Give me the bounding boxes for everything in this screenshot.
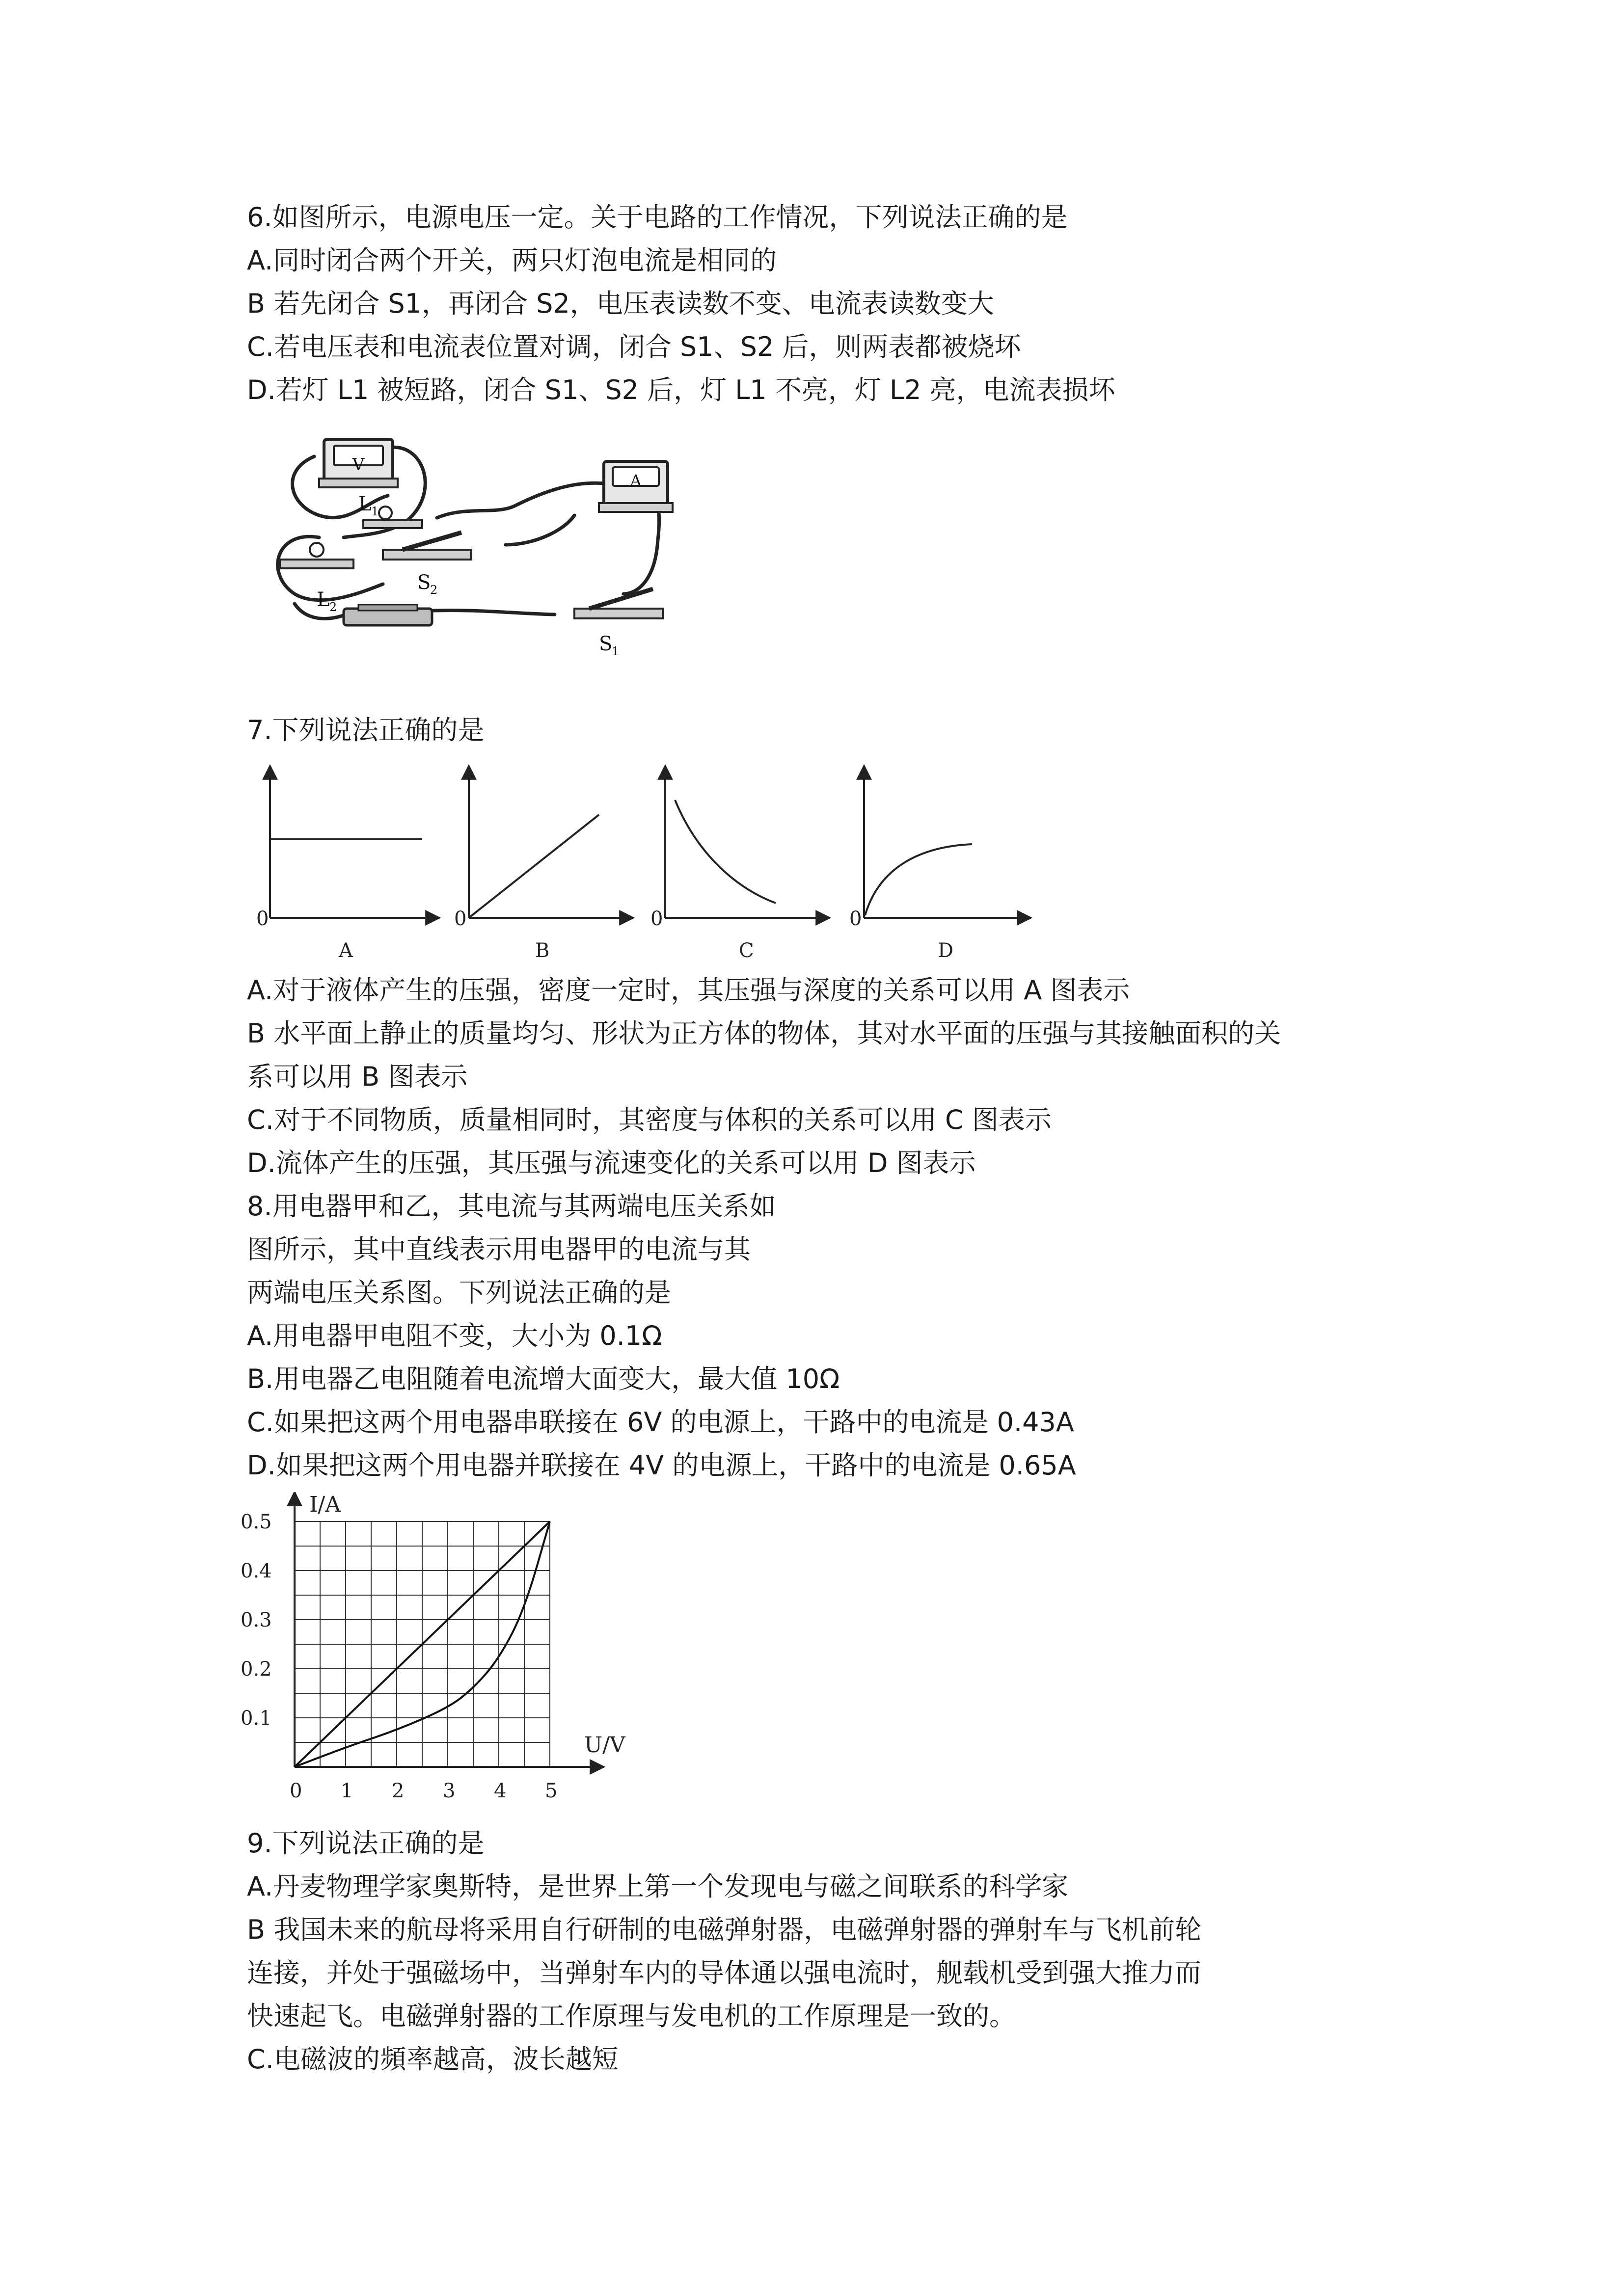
switch-s1-label: S [599, 633, 613, 655]
graph-d-label: D [938, 939, 954, 962]
graph-c-origin: 0 [650, 908, 663, 930]
x-tick-label: 4 [494, 1780, 507, 1802]
switch-s2-label: S [417, 571, 431, 594]
q7-option-b: B 水平面上静止的质量均匀、形状为正方体的物体，其对水平面的压强与其接触面积的关 [247, 1018, 1281, 1049]
graph-c-label: C [739, 939, 754, 962]
lamp-l2-label: L [317, 588, 330, 611]
q7-option-b-cont: 系可以用 B 图表示 [247, 1061, 468, 1092]
x-tick-label: 3 [443, 1780, 456, 1802]
graph-b [454, 766, 633, 962]
q8-option-a: A.用电器甲电阻不变，大小为 0.1Ω [247, 1320, 662, 1351]
y-tick-label: 0.2 [241, 1658, 272, 1681]
switch-s2-sub: 2 [430, 583, 438, 597]
graph-b-origin: 0 [454, 908, 467, 930]
graph-c-curve [675, 800, 776, 903]
ammeter-icon [599, 461, 673, 512]
switch-s1-sub: 1 [612, 644, 620, 658]
lamp-l1-icon [358, 493, 422, 528]
voltmeter-icon [319, 439, 398, 487]
graph-d-origin: 0 [849, 908, 862, 930]
q8-stem-1: 8.用电器甲和乙，其电流与其两端电压关系如 [247, 1191, 776, 1222]
lamp-l2-icon [280, 543, 353, 614]
lamp-l1-sub: 1 [371, 505, 379, 518]
circuit-figure [260, 432, 697, 677]
q7-stem: 7.下列说法正确的是 [247, 715, 485, 746]
y-tick-label: 0.4 [241, 1560, 272, 1582]
graph-a-label: A [339, 939, 353, 962]
x-tick-label: 5 [545, 1780, 558, 1802]
ammeter-label: A [630, 471, 642, 490]
q9-option-b: B 我国未来的航母将采用自行研制的电磁弹射器，电磁弹射器的弹射车与飞机前轮 [247, 1914, 1202, 1945]
graph-d-curve [865, 844, 972, 915]
iu-chart [236, 1492, 677, 1811]
q9-option-a: A.丹麦物理学家奥斯特，是世界上第一个发现电与磁之间联系的科学家 [247, 1871, 1069, 1902]
x-tick-label: 1 [341, 1780, 353, 1802]
q8-option-c: C.如果把这两个用电器串联接在 6V 的电源上，干路中的电流是 0.43A [247, 1407, 1074, 1438]
q6-option-a: A.同时闭合两个开关，两只灯泡电流是相同的 [247, 245, 777, 276]
q7-option-a: A.对于液体产生的压强，密度一定时，其压强与深度的关系可以用 A 图表示 [247, 975, 1130, 1006]
y-tick-label: 0.1 [241, 1707, 272, 1730]
q6-stem: 6.如图所示，电源电压一定。关于电路的工作情况，下列说法正确的是 [247, 202, 1068, 233]
q8-option-b: B.用电器乙电阻随着电流增大面变大，最大值 10Ω [247, 1363, 840, 1394]
q7-option-d: D.流体产生的压强，其压强与流速变化的关系可以用 D 图表示 [247, 1148, 976, 1178]
battery-icon [344, 605, 432, 625]
q6-option-b: B 若先闭合 S1，再闭合 S2，电压表读数不变、电流表读数变大 [247, 288, 994, 319]
graph-b-curve [469, 815, 599, 918]
q8-stem-3: 两端电压关系图。下列说法正确的是 [247, 1277, 671, 1308]
lamp-l2-sub: 2 [329, 600, 337, 614]
q7-option-c: C.对于不同物质，质量相同时，其密度与体积的关系可以用 C 图表示 [247, 1104, 1052, 1135]
y-tick-label: 0.5 [241, 1511, 272, 1533]
q9-option-b-cont1: 连接，并处于强磁场中，当弹射车内的导体通以强电流时，舰载机受到强大推力而 [247, 1957, 1201, 1988]
q8-stem-2: 图所示，其中直线表示用电器甲的电流与其 [247, 1234, 751, 1265]
lamp-l1-label: L [358, 493, 372, 515]
y-tick-label: 0.3 [241, 1609, 272, 1631]
q9-stem: 9.下列说法正确的是 [247, 1828, 485, 1859]
graph-a [256, 766, 439, 962]
y-axis-label: I/A [309, 1492, 341, 1517]
switch-s2-icon [383, 533, 471, 597]
x-tick-label: 2 [392, 1780, 405, 1802]
q9-option-b-cont2: 快速起飞。电磁弹射器的工作原理与发电机的工作原理是一致的。 [247, 2001, 1016, 2031]
switch-s1-icon [574, 589, 663, 658]
q9-option-c: C.电磁波的頻率越高，波长越短 [247, 2044, 619, 2075]
graph-b-label: B [535, 939, 550, 962]
x-tick-label: 0 [290, 1780, 302, 1802]
voltmeter-label: V [352, 455, 365, 475]
graph-d [849, 766, 1031, 962]
graph-c [650, 766, 830, 962]
q6-option-d: D.若灯 L1 被短路，闭合 S1、S2 后，灯 L1 不亮，灯 L2 亮，电流表损坏 [247, 374, 1115, 405]
graph-a-origin: 0 [256, 908, 269, 930]
q7-graphs [245, 756, 1051, 972]
q6-option-c: C.若电压表和电流表位置对调，闭合 S1、S2 后，则两表都被烧坏 [247, 331, 1021, 362]
x-axis-label: U/V [584, 1733, 625, 1758]
q8-option-d: D.如果把这两个用电器并联接在 4V 的电源上，干路中的电流是 0.65A [247, 1450, 1076, 1481]
